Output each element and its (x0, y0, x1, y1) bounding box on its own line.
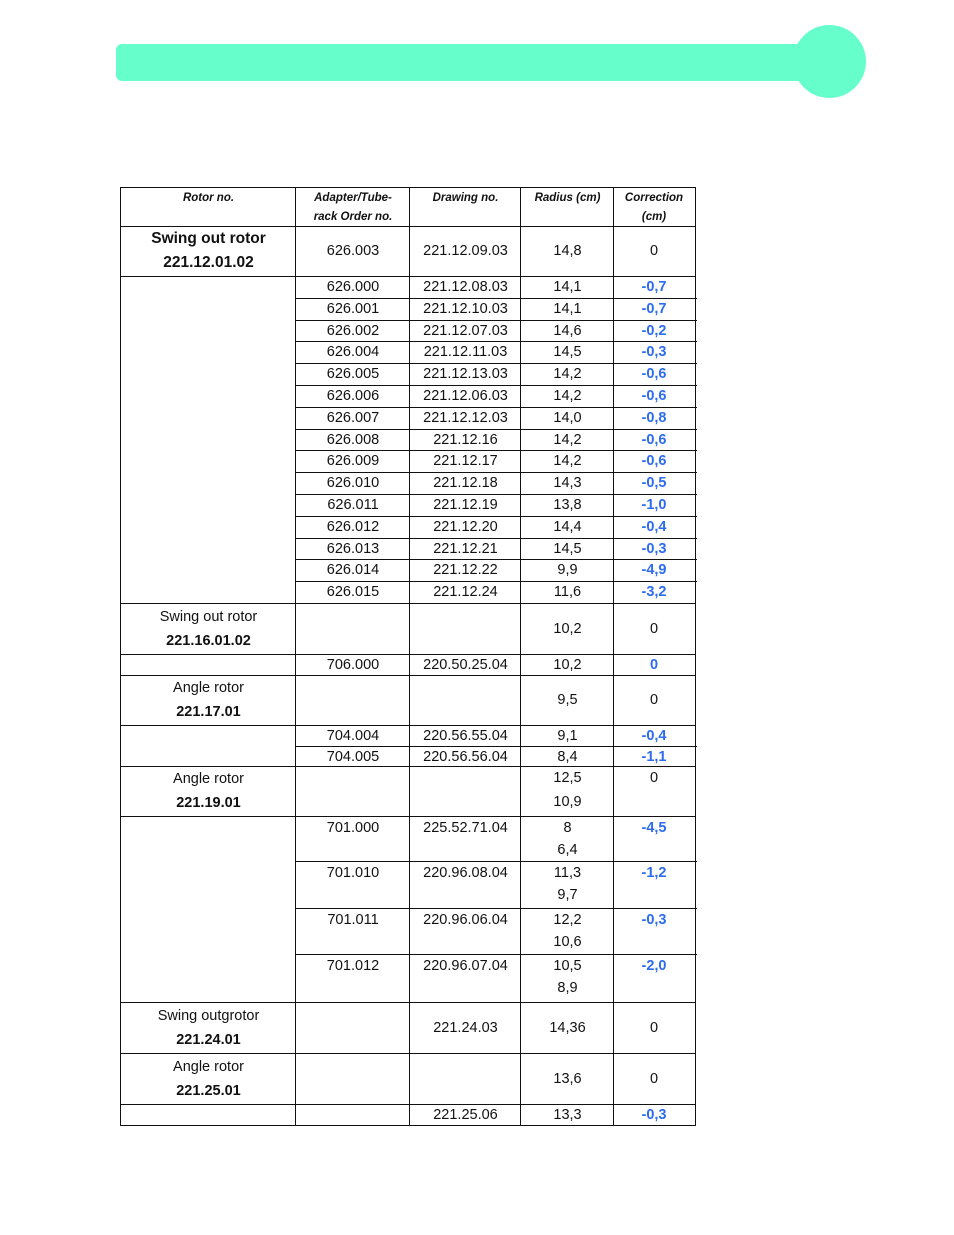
correction: 0 (649, 1020, 659, 1036)
drawing-no: 220.56.56.04 (423, 749, 508, 765)
drawing-no: 221.12.08.03 (423, 279, 508, 295)
correction: -0,3 (641, 344, 667, 361)
rotor-row-221-16-01-02 (121, 603, 695, 654)
order-no: 626.003 (326, 243, 380, 259)
drawing-no: 221.12.20 (433, 518, 498, 535)
row-divider (296, 450, 697, 451)
table-row (121, 746, 695, 766)
radius-value: 8,9 (557, 980, 578, 996)
radius: 8,4 (557, 749, 578, 765)
rotor-row-221-12-01-02 (121, 226, 695, 276)
row-divider (296, 746, 697, 747)
radius (521, 908, 614, 954)
order-no: 626.010 (326, 475, 380, 492)
drawing-no: 221.12.18 (433, 475, 498, 492)
order-no: 701.012 (326, 958, 380, 974)
table-row (121, 538, 695, 560)
order-no: 701.010 (326, 865, 380, 881)
radius-value: 6,4 (557, 842, 578, 858)
row-divider (296, 954, 697, 955)
correction: -0,2 (641, 322, 667, 339)
row-divider (296, 385, 697, 386)
order-no: 626.007 (326, 409, 380, 426)
correction: -0,7 (641, 279, 667, 295)
table-row (121, 341, 695, 363)
drawing-no: 221.24.03 (433, 1020, 498, 1036)
radius-value: 9,7 (557, 887, 578, 903)
header-correction (614, 188, 694, 226)
row-divider (296, 341, 697, 342)
row-divider (121, 603, 695, 604)
radius: 13,6 (553, 1070, 582, 1087)
drawing-no: 220.96.08.04 (423, 865, 508, 881)
drawing-no: 221.12.16 (433, 431, 498, 448)
order-no: 704.005 (326, 749, 380, 765)
radius-value: 10,6 (553, 934, 582, 950)
order-no: 626.013 (326, 540, 380, 557)
correction: 0 (649, 1070, 659, 1087)
radius: 14,4 (553, 518, 582, 535)
header-accent-circle (793, 25, 866, 98)
correction: 0 (649, 657, 659, 673)
row-divider (296, 559, 697, 560)
table-header-row (121, 188, 695, 226)
row-divider (296, 320, 697, 321)
table-row (121, 320, 695, 342)
row-divider (296, 538, 697, 539)
order-no: 704.004 (326, 728, 380, 744)
radius: 13,8 (553, 497, 582, 513)
order-no: 626.015 (326, 584, 380, 601)
row-divider (296, 581, 697, 582)
correction: -0,7 (641, 300, 667, 317)
correction: -1,1 (641, 749, 667, 765)
row-divider (121, 226, 695, 227)
radius: 14,2 (553, 388, 582, 404)
row-divider (296, 298, 697, 299)
row-divider (296, 516, 697, 517)
rotor-code: 221.17.01 (176, 704, 241, 720)
order-no: 626.008 (326, 431, 380, 448)
rotor-correction-table (120, 187, 696, 1126)
radius: 14,1 (553, 279, 582, 295)
order-no: 626.006 (326, 388, 380, 404)
drawing-no: 221.12.19 (433, 497, 498, 513)
table-row (121, 516, 695, 538)
radius-value: 12,5 (553, 770, 582, 786)
table-row (121, 559, 695, 581)
correction: 0 (649, 770, 659, 786)
radius: 14,8 (553, 243, 582, 259)
drawing-no: 225.52.71.04 (423, 820, 508, 836)
drawing-no: 221.12.24 (433, 584, 498, 601)
drawing-no: 220.96.07.04 (423, 958, 508, 974)
table-row (121, 429, 695, 451)
radius (521, 954, 614, 1002)
row-divider (121, 1002, 695, 1003)
table-row (121, 954, 695, 1002)
correction: -2,0 (641, 958, 667, 974)
radius: 9,1 (557, 728, 578, 744)
header-rotor-no: Rotor no. (182, 192, 235, 204)
correction: -1,0 (641, 497, 667, 513)
correction: -0,8 (641, 409, 667, 426)
correction: -0,3 (641, 912, 667, 928)
order-no: 701.000 (326, 820, 380, 836)
column-divider (295, 188, 296, 1125)
row-divider (296, 861, 697, 862)
row-divider (121, 276, 695, 277)
drawing-no: 221.12.10.03 (423, 300, 508, 317)
table-row (121, 494, 695, 516)
order-no: 706.000 (326, 657, 380, 673)
row-divider (296, 472, 697, 473)
rotor-name-cell (121, 766, 296, 816)
drawing-no: 221.12.13.03 (423, 366, 508, 383)
order-no: 626.001 (326, 300, 380, 317)
table-row (121, 407, 695, 429)
rotor-code: 221.12.01.02 (163, 254, 254, 271)
rotor-name: Angle rotor (173, 680, 244, 696)
drawing-no: 221.12.07.03 (423, 322, 508, 339)
radius (521, 816, 614, 861)
row-divider (121, 675, 695, 676)
header-adapter-line1: Adapter/Tube- (314, 192, 392, 204)
radius: 14,2 (553, 431, 582, 448)
rotor-name-cell (121, 226, 296, 276)
table-row (121, 298, 695, 320)
rotor-code: 221.16.01.02 (166, 632, 251, 649)
radius: 10,2 (553, 657, 582, 673)
radius: 11,6 (553, 584, 582, 601)
order-no: 626.011 (327, 497, 379, 513)
correction: 0 (649, 692, 659, 708)
rotor-name: Swing outgrotor (157, 1008, 260, 1024)
header-adapter-order-no (296, 188, 410, 226)
order-no: 626.009 (326, 453, 380, 470)
correction: -0,6 (641, 431, 667, 448)
order-no: 626.000 (326, 279, 380, 295)
drawing-no: 221.25.06 (433, 1107, 498, 1123)
rotor-code: 221.24.01 (176, 1032, 241, 1048)
rotor-name: Swing out rotor (151, 230, 266, 247)
correction: -0,4 (641, 728, 667, 744)
radius: 14,3 (553, 475, 582, 492)
correction: 0 (649, 243, 659, 259)
row-divider (121, 1104, 695, 1105)
header-drawing-no: Drawing no. (432, 192, 499, 204)
rotor-name: Swing out rotor (159, 608, 258, 625)
radius: 14,6 (553, 322, 582, 339)
row-divider (121, 1053, 695, 1054)
drawing-no: 220.56.55.04 (423, 728, 508, 744)
row-divider (121, 816, 695, 817)
correction: -0,6 (641, 388, 667, 404)
correction: -3,2 (641, 584, 667, 601)
radius: 10,2 (553, 620, 582, 637)
radius (521, 766, 614, 816)
radius: 14,5 (553, 540, 582, 557)
header-radius: Radius (cm) (534, 192, 601, 204)
radius: 14,2 (553, 366, 582, 383)
table-row (121, 276, 695, 298)
table-row (121, 472, 695, 494)
correction: -0,3 (641, 540, 667, 557)
row-divider (121, 654, 695, 655)
table-row (121, 581, 695, 603)
order-no: 626.002 (326, 322, 380, 339)
correction: -1,2 (641, 865, 667, 881)
correction: -0,5 (641, 475, 667, 492)
radius: 14,2 (553, 453, 582, 470)
rotor-name-cell (121, 603, 296, 654)
rotor-row-221-17-01 (121, 675, 695, 725)
correction: -4,5 (641, 820, 667, 836)
table-row (121, 450, 695, 472)
correction: -4,9 (641, 562, 667, 579)
table-row (121, 908, 695, 954)
radius-value: 10,9 (553, 794, 582, 810)
table-row (121, 816, 695, 861)
correction: -0,6 (641, 366, 667, 383)
table-row (121, 363, 695, 385)
table-row (121, 725, 695, 746)
rotor-name-cell (121, 1053, 296, 1104)
correction: -0,4 (641, 518, 667, 535)
rotor-row-221-25-01 (121, 1053, 695, 1104)
drawing-no: 221.12.22 (433, 562, 498, 579)
rotor-row-221-24-01 (121, 1003, 695, 1053)
table-row (121, 861, 695, 908)
column-divider (409, 188, 410, 1125)
rotor-name-cell (121, 675, 296, 725)
radius: 14,36 (549, 1020, 586, 1036)
order-no: 701.011 (327, 912, 379, 928)
drawing-no: 221.12.12.03 (423, 409, 508, 426)
row-divider (296, 494, 697, 495)
row-divider (296, 908, 697, 909)
radius: 9,9 (557, 562, 578, 579)
drawing-no: 220.50.25.04 (423, 657, 508, 673)
radius: 14,1 (553, 300, 582, 317)
drawing-no: 221.12.17 (433, 453, 498, 470)
row-divider (121, 725, 695, 726)
order-no: 626.012 (326, 518, 380, 535)
row-divider (296, 363, 697, 364)
order-no: 626.005 (326, 366, 380, 383)
rotor-code: 221.25.01 (176, 1082, 241, 1099)
column-divider (520, 188, 521, 1125)
radius-value: 12,2 (553, 912, 582, 928)
radius-value: 8 (563, 820, 572, 836)
rotor-row-221-19-01 (121, 766, 695, 816)
header-correction-line2: (cm) (641, 211, 667, 223)
row-divider (296, 429, 697, 430)
radius: 14,0 (553, 409, 582, 426)
table-row (121, 654, 695, 675)
table-row (121, 1104, 695, 1125)
radius-value: 10,5 (553, 958, 582, 974)
correction: -0,6 (641, 453, 667, 470)
column-divider (613, 188, 614, 1125)
rotor-code: 221.19.01 (176, 795, 241, 811)
radius: 9,5 (557, 692, 578, 708)
correction: 0 (649, 620, 659, 637)
radius-value: 11,3 (553, 865, 582, 881)
radius (521, 861, 614, 908)
rotor-name: Angle rotor (173, 1058, 244, 1075)
order-no: 626.004 (326, 344, 380, 361)
radius: 14,5 (553, 344, 582, 361)
drawing-no: 221.12.11.03 (423, 344, 508, 361)
rotor-name: Angle rotor (173, 771, 244, 787)
row-divider (296, 407, 697, 408)
correction: -0,3 (641, 1107, 667, 1123)
header-accent-bar (116, 44, 816, 81)
rotor-name-cell (121, 1003, 296, 1053)
radius: 13,3 (553, 1107, 582, 1123)
order-no: 626.014 (326, 562, 380, 579)
drawing-no: 221.12.09.03 (423, 243, 508, 259)
table-row (121, 385, 695, 407)
drawing-no: 220.96.06.04 (423, 912, 508, 928)
drawing-no: 221.12.06.03 (423, 388, 508, 404)
drawing-no: 221.12.21 (433, 540, 498, 557)
header-adapter-line2: rack Order no. (313, 211, 393, 223)
header-correction-line1: Correction (624, 192, 684, 204)
row-divider (121, 766, 695, 767)
